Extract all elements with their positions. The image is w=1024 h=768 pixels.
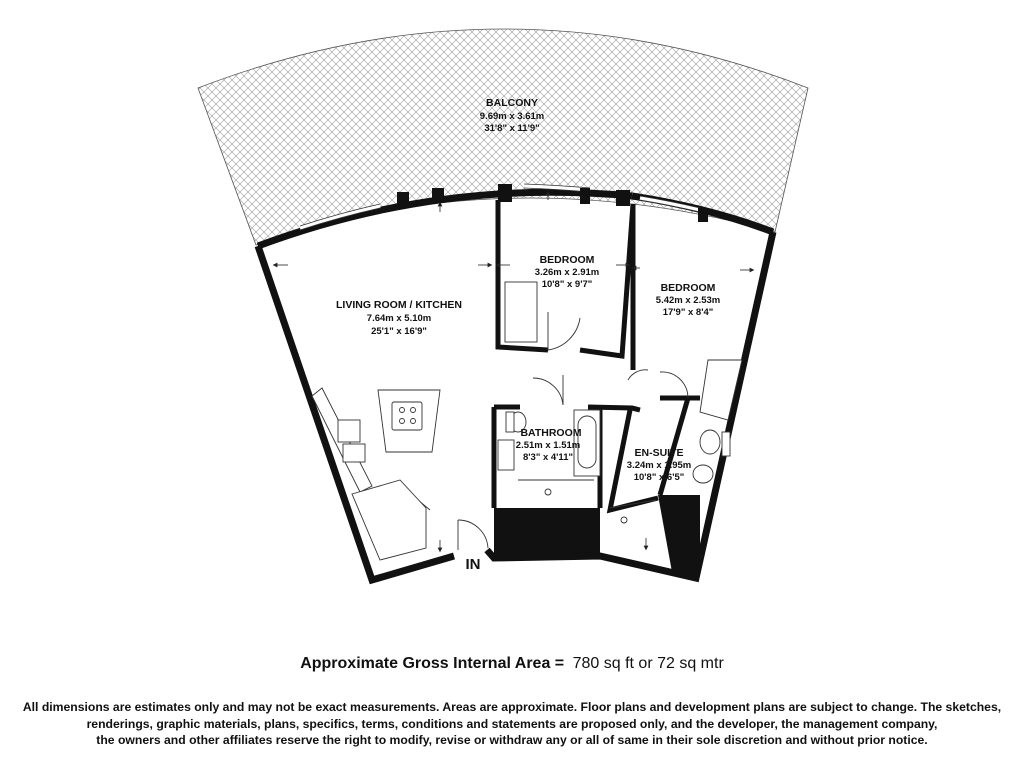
svg-text:3.26m x 2.91m: 3.26m x 2.91m	[534, 267, 600, 278]
svg-text:2.51m x 1.51m: 2.51m x 1.51m	[515, 440, 581, 451]
riser-block	[494, 508, 600, 558]
svg-text:3.24m x 1.95m: 3.24m x 1.95m	[626, 460, 692, 471]
gross-area-label: Approximate Gross Internal Area =	[300, 655, 565, 672]
disclaimer-line: the owners and other affiliates reserve the right to modify, revise or withdraw any or all of same in their sole discretion and without prior notice.	[96, 733, 928, 747]
entry-label: IN	[465, 556, 481, 573]
disclaimer	[0, 699, 1024, 749]
gross-area-value: 780 sq ft or 72 sq mtr	[572, 655, 724, 672]
svg-text:9.69m x 3.61m: 9.69m x 3.61m	[479, 111, 545, 122]
svg-text:17'9" x 8'4": 17'9" x 8'4"	[662, 307, 714, 318]
svg-text:8'3" x 4'11": 8'3" x 4'11"	[523, 452, 573, 463]
gross-area	[0, 655, 1024, 673]
bedroom-1-label	[535, 254, 599, 290]
svg-text:BEDROOM: BEDROOM	[539, 254, 595, 266]
svg-text:10'8" x 6'5": 10'8" x 6'5"	[633, 472, 685, 483]
balcony-label	[480, 97, 544, 134]
kitchen-fittings	[312, 388, 440, 560]
svg-text:BATHROOM: BATHROOM	[520, 427, 582, 439]
svg-text:31'8" x 11'9": 31'8" x 11'9"	[484, 123, 540, 134]
core-block	[658, 495, 700, 575]
living-room-label	[336, 299, 462, 337]
disclaimer-line: renderings, graphic materials, plans, specifics, terms, conditions and statements are proposed only, and the developer, the management company,	[86, 716, 938, 731]
bedroom-2-label	[656, 282, 720, 318]
svg-text:BEDROOM: BEDROOM	[660, 282, 716, 294]
svg-text:10'8" x 9'7": 10'8" x 9'7"	[541, 279, 593, 290]
svg-text:25'1" x 16'9": 25'1" x 16'9"	[371, 326, 427, 337]
svg-text:7.64m x 5.10m: 7.64m x 5.10m	[366, 313, 432, 324]
svg-text:5.42m x 2.53m: 5.42m x 2.53m	[655, 295, 721, 306]
svg-text:EN-SUITE: EN-SUITE	[634, 447, 684, 459]
svg-text:LIVING ROOM / KITCHEN: LIVING ROOM / KITCHEN	[336, 299, 462, 311]
bathroom-label	[516, 427, 582, 463]
ensuite-label	[627, 447, 691, 483]
svg-text:BALCONY: BALCONY	[486, 97, 538, 109]
disclaimer-line: All dimensions are estimates only and may not be exact measurements. Areas are approximate. Floor plans and development plans are subject to change. The sketches,	[22, 700, 1002, 714]
